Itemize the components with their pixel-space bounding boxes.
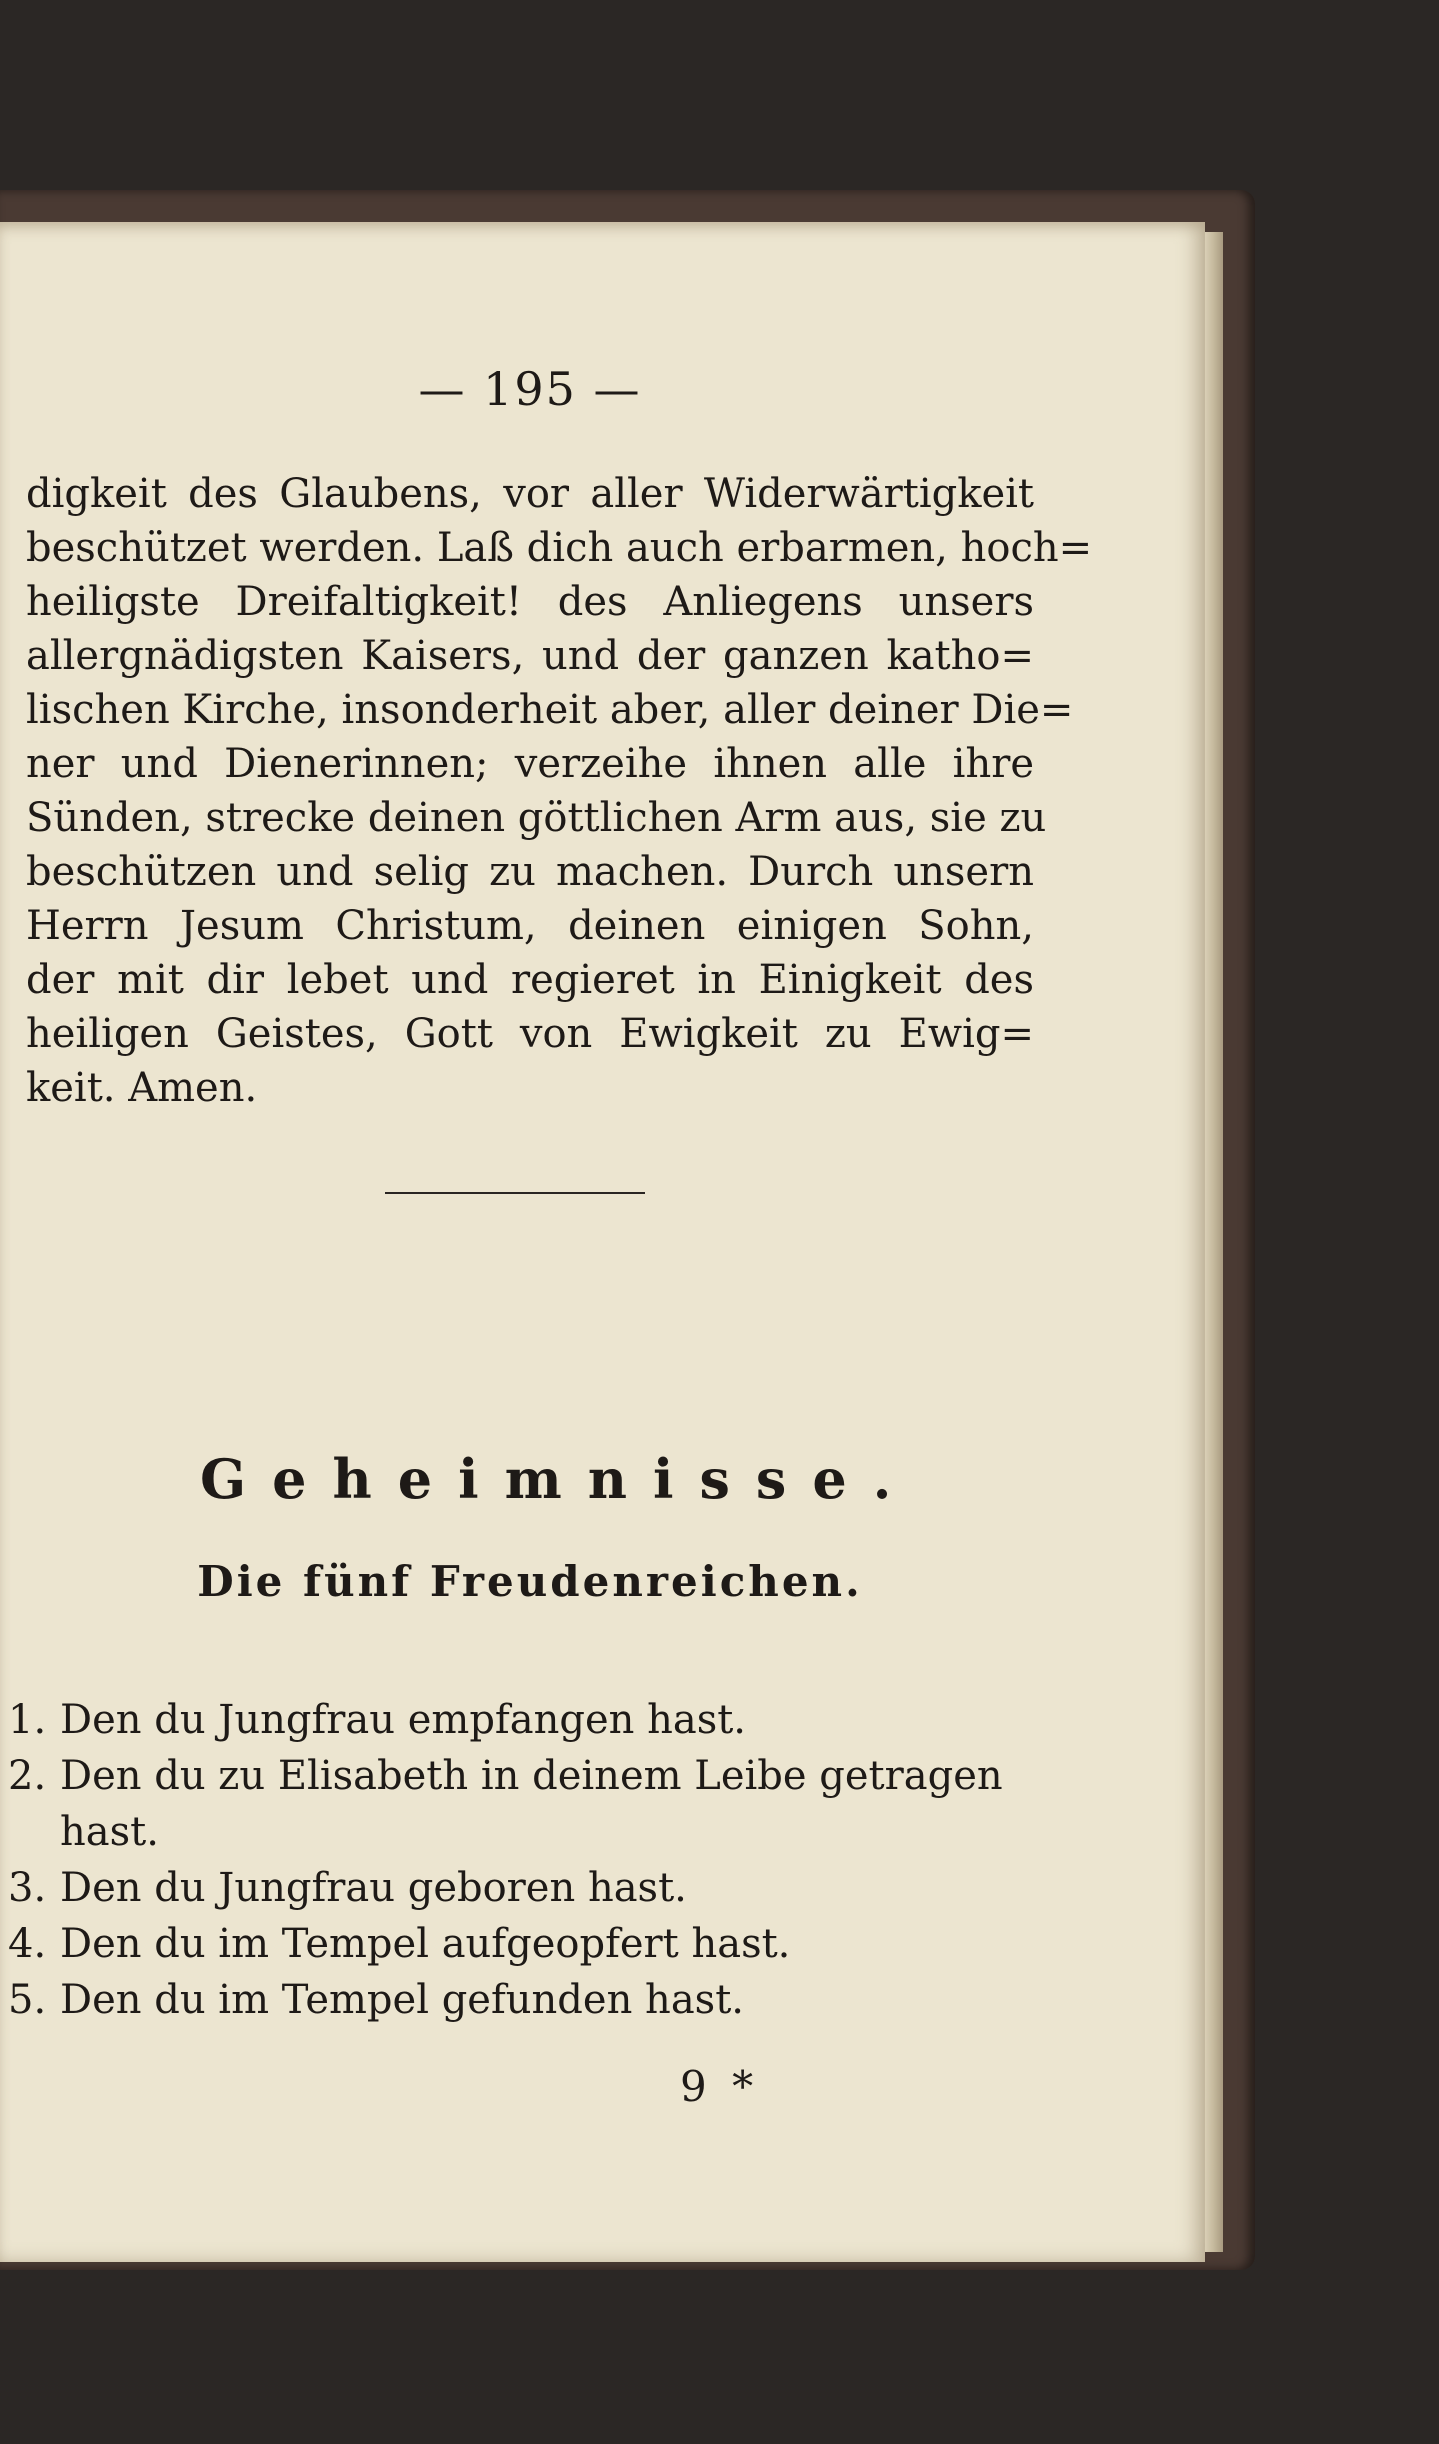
list-item [8, 1692, 1038, 1748]
section-divider [385, 1192, 645, 1194]
item-number: 4. [8, 1921, 47, 1967]
prose-line: keit. Amen. [26, 1065, 258, 1111]
page-edges [1205, 232, 1223, 2252]
prose-line: heiligen Geistes, Gott von Ewigkeit zu Ewig= [26, 1011, 1034, 1057]
prose-line: heiligste Dreifaltigkeit! des Anliegens unsers [26, 579, 1034, 625]
item-text: Den du zu Elisabeth in deinem Leibe getragen hast. [60, 1753, 1003, 1855]
item-text: Den du Jungfrau geboren hast. [60, 1865, 687, 1911]
item-text: Den du im Tempel gefunden hast. [60, 1977, 744, 2023]
section-subtitle: Die fünf Freudenreichen. [197, 1557, 863, 1606]
list-item [8, 1916, 1038, 1972]
prose-line: ner und Dienerinnen; verzeihe ihnen alle ihre [26, 741, 1034, 787]
prose-line: digkeit des Glaubens, vor aller Widerwärtigkeit [26, 471, 1034, 517]
item-text: Den du im Tempel aufgeopfert hast. [60, 1921, 791, 1967]
prose-line: beschützen und selig zu machen. Durch unsern [26, 849, 1034, 895]
page-number: — 195 — [418, 362, 642, 416]
book-page [0, 222, 1205, 2262]
signature-mark: 9 * [680, 2062, 760, 2111]
prose-line: lischen Kirche, insonderheit aber, aller deiner Die= [26, 687, 1074, 733]
list-item [8, 1748, 1038, 1860]
prayer-text [26, 467, 1093, 1115]
mysteries-list [8, 1692, 1038, 2028]
list-item [8, 1860, 1038, 1916]
item-number: 3. [8, 1865, 47, 1911]
prose-line: der mit dir lebet und regieret in Einigkeit des [26, 957, 1034, 1003]
list-item [8, 1972, 1038, 2028]
item-text: Den du Jungfrau empfangen hast. [60, 1697, 747, 1743]
prose-line: Sünden, strecke deinen göttlichen Arm aus, sie zu [26, 795, 1047, 841]
prose-line: beschützet werden. Laß dich auch erbarmen, hoch= [26, 525, 1093, 571]
prose-line: Herrn Jesum Christum, deinen einigen Sohn, [26, 903, 1034, 949]
prose-line: allergnädigsten Kaisers, und der ganzen katho= [26, 633, 1034, 679]
item-number: 1. [8, 1697, 47, 1743]
item-number: 2. [8, 1753, 47, 1799]
item-number: 5. [8, 1977, 47, 2023]
section-title: Geheimnisse. [200, 1447, 918, 1511]
